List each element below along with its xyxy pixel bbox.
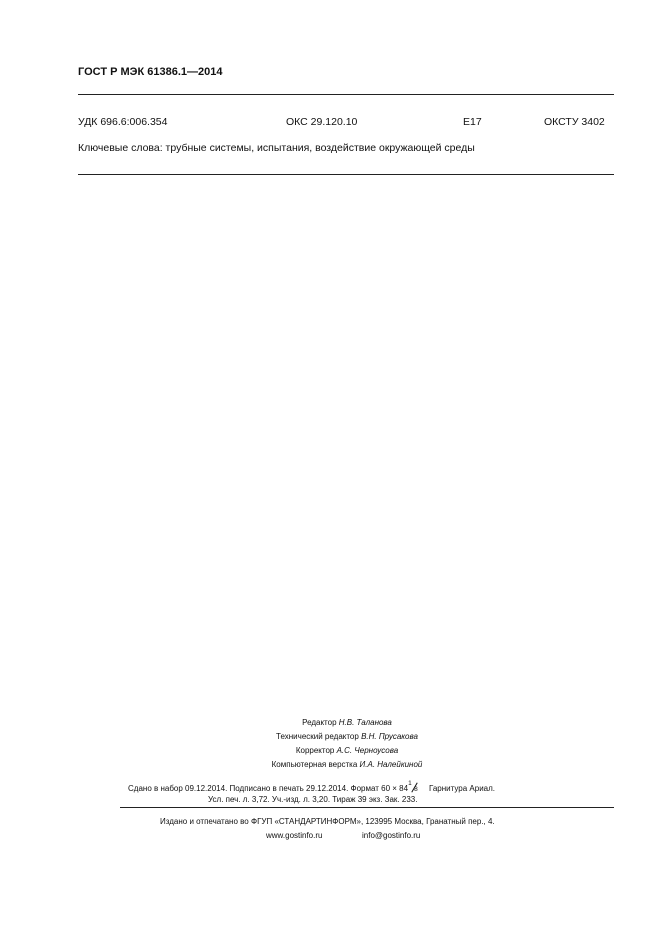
top-divider <box>78 94 614 95</box>
credit-person: И.А. Налейкиной <box>359 760 423 769</box>
credit-role: Компьютерная верстка <box>271 760 358 769</box>
group-code: Е17 <box>463 116 482 128</box>
okstu-code: ОКСТУ 3402 <box>544 116 605 128</box>
publisher-address: Издано и отпечатано во ФГУП «СТАНДАРТИНФОРМ», 123995 Москва, Гранатный пер., 4. <box>160 817 495 826</box>
credit-person: А.С. Черноусова <box>336 746 399 755</box>
credit-role: Технический редактор <box>276 732 359 741</box>
print-info-line1 <box>128 782 495 793</box>
credit-person: В.Н. Прусакова <box>361 732 418 741</box>
print-info-line2: Усл. печ. л. 3,72. Уч.-изд. л. 3,20. Тираж 39 экз. Зак. 233. <box>208 795 418 804</box>
format-fraction <box>408 782 420 793</box>
udk-code: УДК 696.6:006.354 <box>78 116 168 128</box>
credit-layout <box>160 760 534 769</box>
print-dates-format: Сдано в набор 09.12.2014. Подписано в печать 29.12.2014. Формат 60 × 84 <box>128 784 409 793</box>
credit-proofreader <box>160 746 534 755</box>
middle-divider <box>78 174 614 175</box>
credit-person: Н.В. Таланова <box>338 718 392 727</box>
bottom-divider <box>120 807 614 808</box>
oks-code: ОКС 29.120.10 <box>286 116 358 128</box>
publisher-website[interactable]: www.gostinfo.ru <box>266 831 323 840</box>
publisher-email[interactable]: info@gostinfo.ru <box>362 831 421 840</box>
credit-tech-editor <box>160 732 534 741</box>
typeface-info: Гарнитура Ариал. <box>428 784 496 793</box>
fraction-denominator: 8 <box>414 786 418 793</box>
credits-block <box>160 718 534 772</box>
credit-role: Корректор <box>295 746 335 755</box>
document-code: ГОСТ Р МЭК 61386.1—2014 <box>78 66 223 78</box>
credit-role: Редактор <box>302 718 337 727</box>
keywords: Ключевые слова: трубные системы, испытания, воздействие окружающей среды <box>78 142 475 154</box>
fraction-numerator: 1 <box>408 780 412 787</box>
credit-editor <box>160 718 534 727</box>
